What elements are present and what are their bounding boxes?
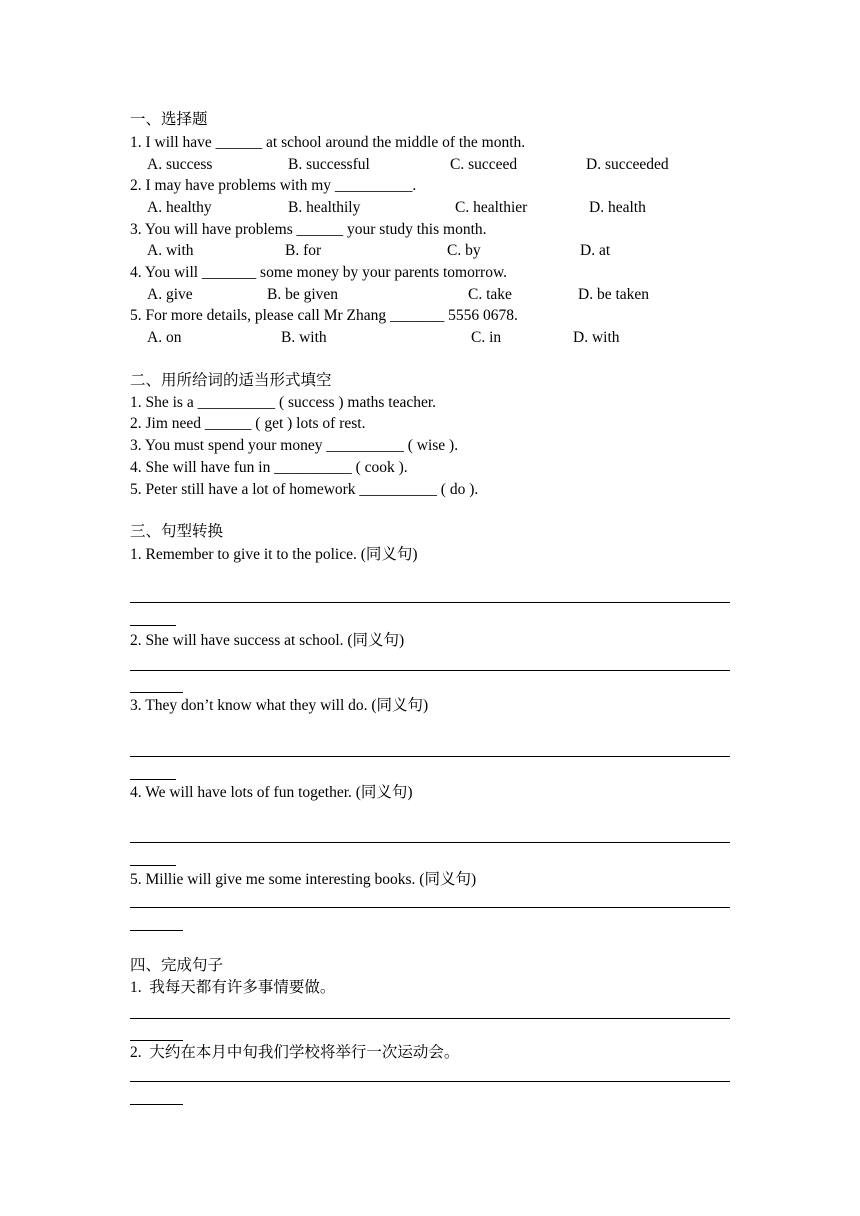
transform-item-5: 5. Millie will give me some interesting books. (同义句) [130, 871, 477, 888]
question-4-stem: 4. You will _______ some money by your parents tomorrow. [130, 264, 508, 281]
question-1-option-b: B. successful [288, 156, 370, 173]
fill-blank-item-2: 2. Jim need ______ ( get ) lots of rest. [130, 415, 366, 432]
transform-item-1: 1. Remember to give it to the police. (同义句) [130, 546, 418, 563]
question-1-stem: 1. I will have ______ at school around the middle of the month. [130, 134, 526, 151]
question-4-option-c: C. take [468, 286, 512, 303]
question-3-option-c: C. by [447, 242, 481, 259]
section-4-title: 四、完成句子 [130, 957, 224, 974]
question-2-option-a: A. healthy [147, 199, 212, 216]
question-3-option-d: D. at [580, 242, 611, 259]
question-4-option-b: B. be given [267, 286, 339, 303]
complete-sentence-item-1: 1. 我每天都有许多事情要做。 [130, 979, 336, 996]
fill-blank-item-1: 1. She is a __________ ( success ) maths teacher. [130, 394, 437, 411]
question-4-option-d: D. be taken [578, 286, 650, 303]
question-4-option-a: A. give [147, 286, 193, 303]
answer-line-tail [130, 692, 183, 693]
question-3-stem: 3. You will have problems ______ your study this month. [130, 221, 487, 238]
question-3-option-b: B. for [285, 242, 322, 259]
answer-line [130, 602, 730, 603]
answer-line-tail [130, 865, 176, 866]
transform-item-2: 2. She will have success at school. (同义句) [130, 632, 405, 649]
section-2-title: 二、用所给词的适当形式填空 [130, 372, 332, 389]
transform-item-4: 4. We will have lots of fun together. (同义句) [130, 784, 413, 801]
answer-line [130, 842, 730, 843]
section-3-title: 三、句型转换 [130, 523, 224, 540]
question-2-option-c: C. healthier [455, 199, 528, 216]
section-1-title: 一、选择题 [130, 111, 208, 128]
fill-blank-item-5: 5. Peter still have a lot of homework __________ ( do ). [130, 481, 479, 498]
question-5-option-a: A. on [147, 329, 182, 346]
answer-line [130, 1081, 730, 1082]
answer-line [130, 1018, 730, 1019]
answer-line-tail [130, 930, 183, 931]
fill-blank-item-4: 4. She will have fun in __________ ( cook ). [130, 459, 408, 476]
answer-line [130, 907, 730, 908]
question-1-option-c: C. succeed [450, 156, 518, 173]
question-2-option-d: D. health [589, 199, 646, 216]
fill-blank-item-3: 3. You must spend your money __________ ( wise ). [130, 437, 459, 454]
question-5-option-d: D. with [573, 329, 620, 346]
answer-line [130, 670, 730, 671]
answer-line [130, 756, 730, 757]
question-5-option-c: C. in [471, 329, 502, 346]
complete-sentence-item-2: 2. 大约在本月中旬我们学校将举行一次运动会。 [130, 1044, 460, 1061]
answer-line-tail [130, 779, 176, 780]
question-3-option-a: A. with [147, 242, 194, 259]
question-5-stem: 5. For more details, please call Mr Zhang _______ 5556 0678. [130, 307, 518, 324]
question-1-option-a: A. success [147, 156, 213, 173]
answer-line-tail [130, 1040, 183, 1041]
transform-item-3: 3. They don’t know what they will do. (同义句) [130, 697, 429, 714]
question-2-stem: 2. I may have problems with my __________. [130, 177, 417, 194]
answer-line-tail [130, 1104, 183, 1105]
question-1-option-d: D. succeeded [586, 156, 669, 173]
question-5-option-b: B. with [281, 329, 327, 346]
question-2-option-b: B. healthily [288, 199, 361, 216]
answer-line-tail [130, 625, 176, 626]
